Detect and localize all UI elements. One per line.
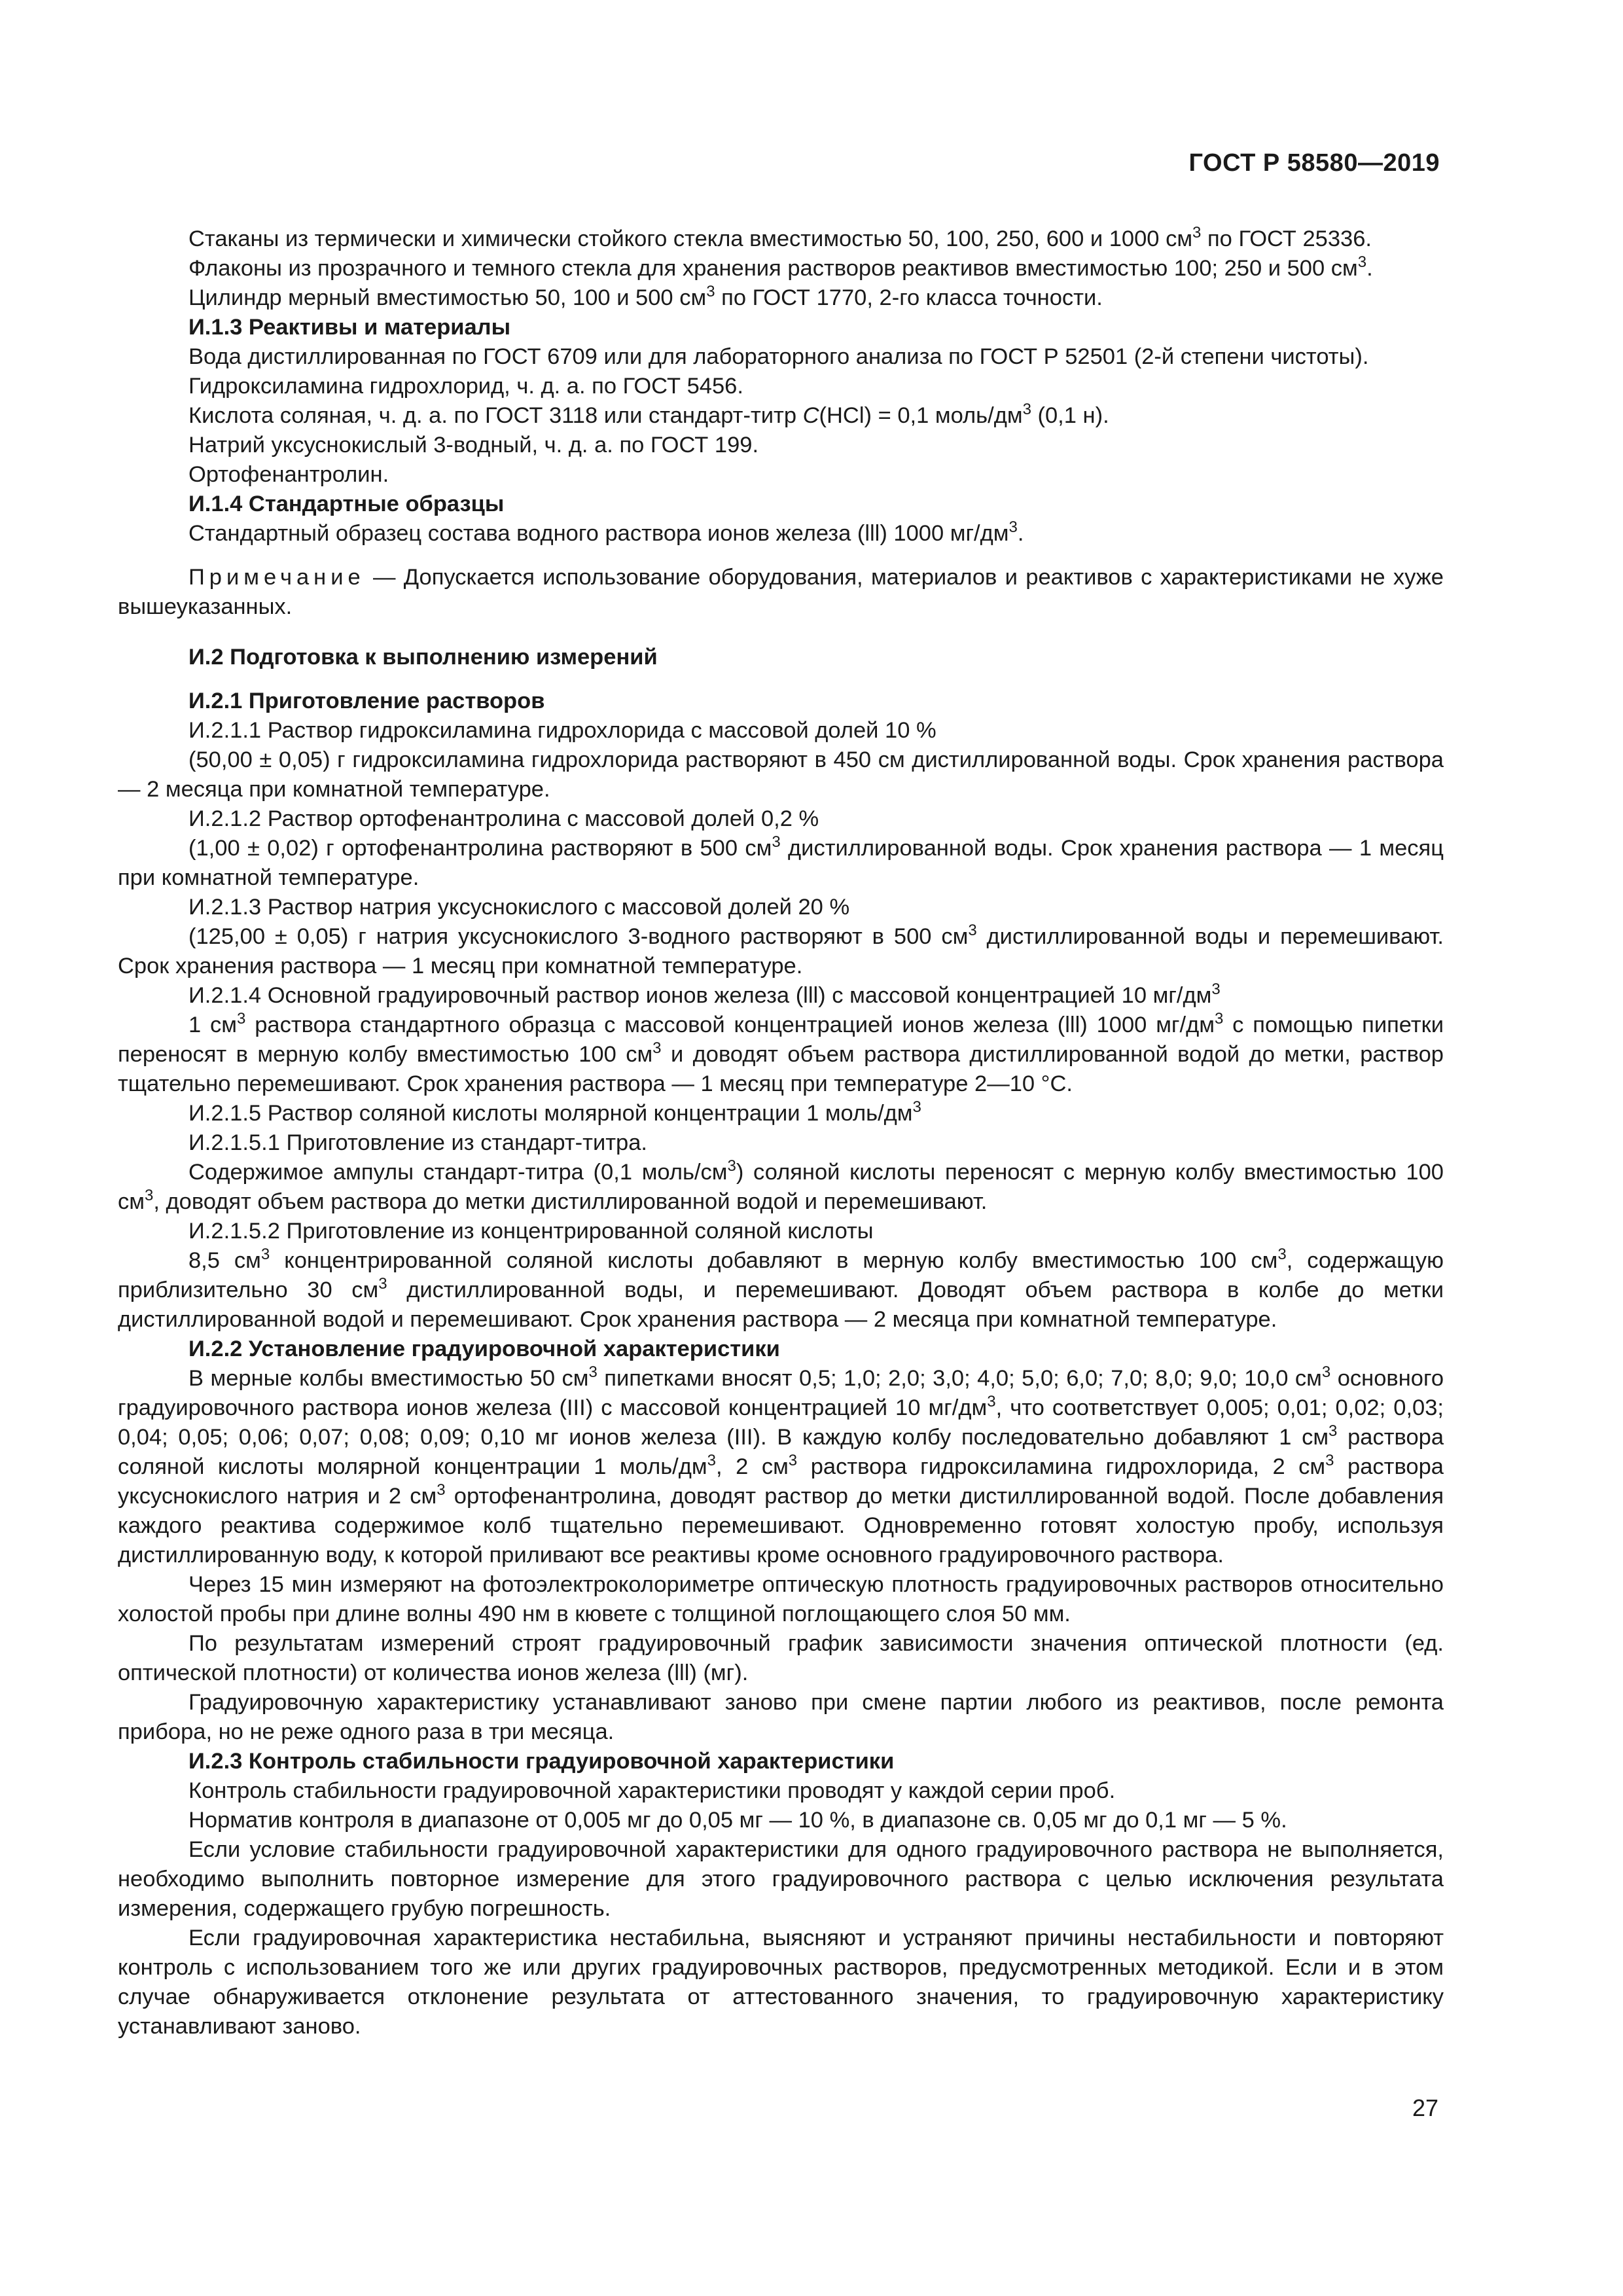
- paragraph: Если градуировочная характеристика нестабильна, выясняют и устраняют причины нестабильности и повторяют контроль с использованием того же или других градуировочных растворов, предусмотренных методикой. Если и в этом случае обнаруживается отклонение результата от аттестованного значения, то градуировочную характеристику устанавливают заново.: [118, 1926, 1444, 2039]
- note-text: — Допускается использование оборудования, материалов и реактивов с характеристиками не хуже вышеуказанных.: [118, 565, 1444, 619]
- paragraph: (50,00 ± 0,05) г гидроксиламина гидрохлорида растворяют в 450 см дистиллированной воды. Срок хранения раствора — 2 месяца при комнатной температуре.: [118, 747, 1444, 802]
- paragraph: И.2.1.5.1 Приготовление из стандарт-титра.: [188, 1130, 647, 1155]
- paragraph: И.2.1.3 Раствор натрия уксуснокислого с массовой долей 20 %: [188, 895, 850, 920]
- paragraph: Норматив контроля в диапазоне от 0,005 мг до 0,05 мг — 10 %, в диапазоне св. 0,05 мг до 0,1 мг — 5 %.: [188, 1808, 1287, 1833]
- paragraph: И.2.1.4 Основной градуировочный раствор ионов железа (lll) с массовой концентрацией 10 $мг/дм^3$: [188, 980, 1221, 1008]
- paragraph: Через 15 мин измеряют на фотоэлектроколориметре оптическую плотность градуировочных растворов относительно холостой пробы при длине волны 490 нм в кювете с толщиной поглощающего слоя 50 мм.: [118, 1572, 1444, 1626]
- paragraph: 8,5 $см^3$ концентрированной соляной кислоты добавляют в мерную колбу вместимостью 100 $см^3$, содержащую приблизительно 30 $см^3$ дистиллированной воды, и перемешивают. Доводят объем раствора в колбе до метки дистиллированной водой и перемешивают. Срок хранения раствора — 2 месяца при комнатной температуре.: [118, 1246, 1444, 1332]
- paragraph: Вода дистиллированная по ГОСТ 6709 или для лабораторного анализа по ГОСТ Р 52501 (2-й степени чистоты).: [188, 344, 1369, 369]
- paragraph: И.2.1.2 Раствор ортофенантролина с массовой долей 0,2 %: [188, 806, 819, 831]
- paragraph: (1,00 ± 0,02) г ортофенантролина растворяют в 500 $см^3$ дистиллированной воды. Срок хранения раствора — 1 месяц при комнатной температуре.: [118, 833, 1444, 890]
- note: [118, 563, 1444, 622]
- paragraph: По результатам измерений строят градуировочный график зависимости значения оптической плотности (ед. оптической плотности) от количества ионов железа (lll) (мг).: [118, 1631, 1444, 1685]
- paragraph: Содержимое ампулы стандарт-титра (0,1 моль/$см^3$) соляной кислоты переносят с мерную колбу вместимостью 100 $см^3$, доводят объем раствора до метки дистиллированной водой и перемешивают.: [118, 1157, 1444, 1214]
- paragraph: Если условие стабильности градуировочной характеристики для одного градуировочного раствора не выполняется, необходимо выполнить повторное измерение для этого градуировочного раствора с целью исключения результата измерения, содержащего грубую погрешность.: [118, 1837, 1444, 1921]
- section-heading: И.1.3 Реактивы и материалы: [188, 315, 511, 340]
- paragraph: И.2.1.1 Раствор гидроксиламина гидрохлорида с массовой долей 10 %: [188, 718, 936, 743]
- paragraph: Натрий уксуснокислый 3-водный, ч. д. а. по ГОСТ 199.: [188, 433, 759, 457]
- paragraph: Флаконы из прозрачного и темного стекла для хранения растворов реактивов вместимостью 100; 250 и 500 $см^3$.: [188, 253, 1373, 281]
- section-heading: И.2 Подготовка к выполнению измерений: [188, 645, 658, 670]
- paragraph: (125,00 ± 0,05) г натрия уксуснокислого 3-водного растворяют в 500 $см^3$ дистиллированной воды и перемешивают. Срок хранения раствора — 1 месяц при комнатной температуре.: [118, 922, 1444, 978]
- paragraph: И.2.1.5 Раствор соляной кислоты молярной концентрации 1 моль/$дм^3$: [188, 1098, 921, 1126]
- section-heading: И.1.4 Стандартные образцы: [188, 492, 505, 516]
- paragraph: Контроль стабильности градуировочной характеристики проводят у каждой серии проб.: [188, 1778, 1116, 1803]
- note-label: Примечание: [188, 565, 365, 590]
- paragraph: В мерные колбы вместимостью 50 $см^3$ пипетками вносят 0,5; 1,0; 2,0; 3,0; 4,0; 5,0; 6,0; 7,0; 8,0; 9,0; 10,0 $см^3$ основного градуировочного раствора ионов железа (III) с массовой концентрацией 10 $мг/дм^3$, что соответствует 0,005; 0,01; 0,02; 0,03; 0,04; 0,05; 0,06; 0,07; 0,08; 0,09; 0,10 мг ионов железа (III). В каждую колбу последовательно добавляют 1 $см^3$ раствора соляной кислоты молярной концентрации 1 моль/$дм^3$, 2 $см^3$ раствора гидроксиламина гидрохлорида, 2 $см^3$ раствора уксуснокислого натрия и 2 $см^3$ ортофенантролина, доводят раствор до метки дистиллированной водой. После добавления каждого реактива содержимое колб тщательно перемешивают. Одновременно готовят холостую пробу, используя дистиллированную воду, к которой приливают все реактивы кроме основного градуировочного раствора.: [118, 1363, 1444, 1568]
- paragraph: Кислота соляная, ч. д. а. по ГОСТ 3118 или стандарт-титр C(HCl) = 0,1 моль/$дм^3$ (0,1 н).: [188, 401, 1109, 428]
- paragraph: Стаканы из термически и химически стойкого стекла вместимостью 50, 100, 250, 600 и 1000 $см^3$ по ГОСТ 25336.: [188, 224, 1372, 251]
- paragraph: И.2.1.5.2 Приготовление из концентрированной соляной кислоты: [188, 1219, 874, 1244]
- paragraph: Цилиндр мерный вместимостью 50, 100 и 500 $см^3$ по ГОСТ 1770, 2-го класса точности.: [188, 283, 1103, 310]
- document-body: [118, 224, 1444, 2041]
- section-heading: И.2.2 Установление градуировочной характеристики: [188, 1336, 780, 1361]
- paragraph: Ортофенантролин.: [188, 462, 389, 487]
- paragraph: Стандартный образец состава водного раствора ионов железа (lll) 1000 $мг/дм^3$.: [188, 518, 1024, 546]
- page-number: 27: [1412, 2094, 1438, 2121]
- section-heading: И.2.3 Контроль стабильности градуировочной характеристики: [188, 1749, 895, 1774]
- paragraph: Гидроксиламина гидрохлорид, ч. д. а. по ГОСТ 5456.: [188, 374, 743, 399]
- paragraph: Градуировочную характеристику устанавливают заново при смене партии любого из реактивов, после ремонта прибора, но не реже одного раза в три месяца.: [118, 1690, 1444, 1744]
- paragraph: 1 $см^3$ раствора стандартного образца с массовой концентрацией ионов железа (lll) 1000 $мг/дм^3$ с помощью пипетки переносят в мерную колбу вместимостью 100 $см^3$ и доводят объем раствора дистиллированной водой до метки, раствор тщательно перемешивают. Срок хранения раствора — 1 месяц при температуре 2—10 °С.: [118, 1010, 1444, 1096]
- document-header: ГОСТ Р 58580—2019: [1188, 149, 1440, 177]
- section-heading: И.2.1 Приготовление растворов: [188, 689, 545, 713]
